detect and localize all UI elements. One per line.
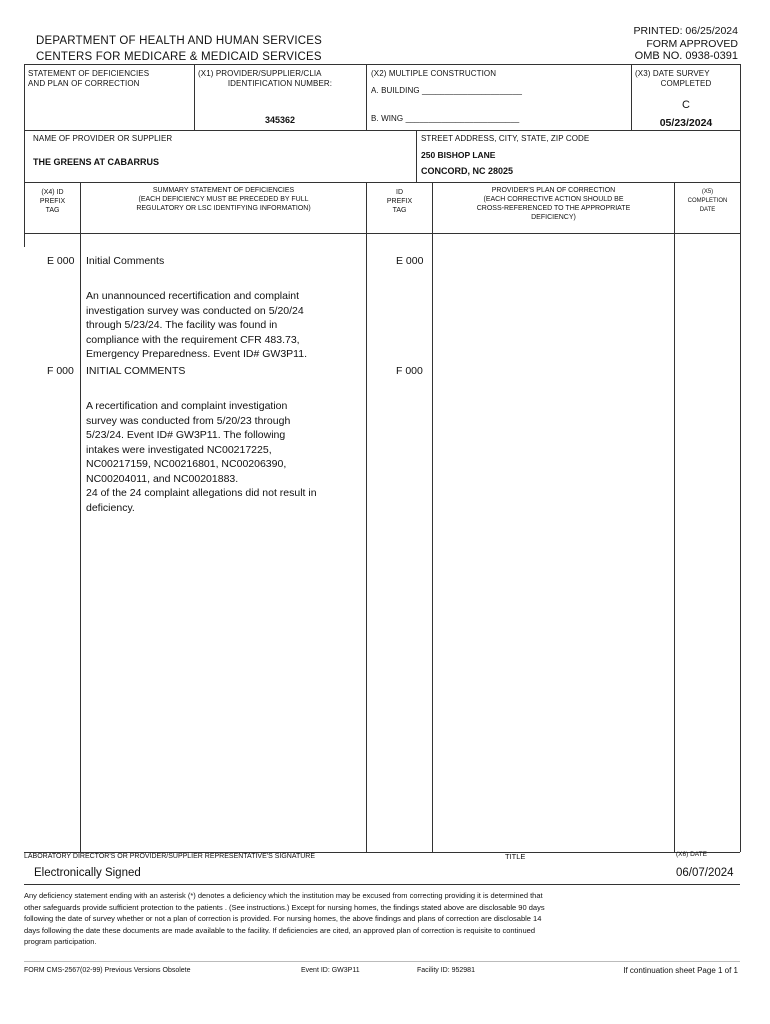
x2-wing: B. WING _________________________ [371, 114, 520, 123]
rule-top [24, 64, 740, 65]
entry-tag: F 000 [47, 365, 74, 377]
rule-under-ids [24, 130, 740, 131]
address-label: STREET ADDRESS, CITY, STATE, ZIP CODE [421, 134, 590, 143]
col-head-x5: (X5) COMPLETION DATE [687, 189, 728, 213]
rule-col-id [432, 182, 433, 852]
x1-label-1: (X1) PROVIDER/SUPPLIER/CLIA [198, 69, 322, 78]
printed-date: PRINTED: 06/25/2024 [633, 25, 738, 37]
x3-label-1: (X3) DATE SURVEY [635, 69, 710, 78]
signature-value: Electronically Signed [34, 867, 141, 879]
rule-col-plan [674, 182, 675, 852]
rule-col-summary [366, 182, 367, 852]
rule-under-colheads [24, 233, 740, 234]
x1-label-2: IDENTIFICATION NUMBER: [227, 79, 333, 88]
x2-label: (X2) MULTIPLE CONSTRUCTION [371, 69, 497, 78]
rule-col-tag [80, 182, 81, 852]
disclaimer: Any deficiency statement ending with an asterisk (*) denotes a deficiency which the institution may be excused from correcting providing it is determined that other safeguards provide sufficient protection to the patients . (See instructions.) Except for nursing homes, the findings stated above are disclosable 90 days following the date of survey whether or not a plan of correction is provided. For nursing homes, the above findings and plans of correction are disclosable 14 days following the date these documents are made available to the facility. If deficiencies are cited, an approved plan of correction is requisite to continued program participation. [24, 891, 545, 947]
rule-under-provider [24, 182, 740, 183]
title-label: TITLE [505, 852, 526, 861]
col-head-summary: SUMMARY STATEMENT OF DEFICIENCIES (EACH DEFICIENCY MUST BE PRECEDED BY FULL REGULATORY OR LSC IDENTIFYING INFORMATION) [136, 187, 311, 212]
form-number: FORM CMS-2567(02-99) Previous Versions Obsolete [24, 967, 191, 974]
signature-date: 06/07/2024 [676, 867, 734, 879]
date-label: (X6) DATE [676, 851, 707, 858]
rule-right-body [740, 233, 741, 852]
provider-id-number: 345362 [264, 115, 296, 125]
statement-label-2: AND PLAN OF CORRECTION [28, 79, 140, 88]
entry-text: A recertification and complaint investigation survey was conducted from 5/20/23 through 5/23/24. Event ID# GW3P11. The following intakes were investigated NC00217225, NC00217159, NC00216801, NC00206390, NC00204011, and NC00201883. 24 of the 24 complaint allegations did not result in deficiency. [86, 400, 317, 514]
omb-number: OMB NO. 0938-0391 [634, 50, 738, 62]
col-head-plan: PROVIDER'S PLAN OF CORRECTION (EACH CORRECTIVE ACTION SHOULD BE CROSS-REFERENCED TO THE APPROPRIATE DEFICIENCY) [476, 187, 631, 221]
signature-label: LABORATORY DIRECTOR'S OR PROVIDER/SUPPLIER REPRESENTATIVE'S SIGNATURE [24, 853, 316, 860]
x3-label-2: COMPLETED [660, 79, 712, 88]
agency-line-2: CENTERS FOR MEDICARE & MEDICAID SERVICES [36, 51, 322, 63]
facility-id: Facility ID: 952981 [417, 967, 475, 974]
survey-code: C [682, 99, 690, 111]
rule-footer [24, 961, 740, 962]
entry-id-tag: E 000 [396, 255, 424, 267]
rule-right [740, 64, 741, 247]
statement-label-1: STATEMENT OF DEFICIENCIES [28, 69, 150, 78]
entry-id-tag: F 000 [396, 365, 423, 377]
entry-tag: E 000 [47, 255, 75, 267]
rule-left [24, 64, 25, 247]
provider-name: THE GREENS AT CABARRUS [33, 157, 160, 167]
entry-title: Initial Comments [86, 255, 165, 267]
rule-x2-left [366, 64, 367, 130]
street-address: 250 BISHOP LANE [421, 150, 496, 160]
x2-building: A. BUILDING ______________________ [371, 86, 523, 95]
col-head-x4: (X4) ID PREFIX TAG [39, 189, 66, 214]
event-id: Event ID: GW3P11 [301, 967, 360, 974]
survey-completed-date: 05/23/2024 [659, 117, 713, 129]
entry-text: An unannounced recertification and complaint investigation survey was conducted on 5/20/24 through 5/23/24. The facility was found in compliance with the requirement CFR 483.73, Emergency Preparedness. Event ID# GW3P11. [86, 290, 307, 360]
continuation-sheet: If continuation sheet Page 1 of 1 [623, 966, 738, 975]
rule-address-left [416, 130, 417, 182]
provider-name-label: NAME OF PROVIDER OR SUPPLIER [33, 134, 173, 143]
rule-x1-left [194, 64, 195, 130]
entry-title: INITIAL COMMENTS [86, 365, 186, 377]
form-approved: FORM APPROVED [646, 38, 738, 50]
rule-under-signature [24, 884, 740, 885]
city-state-zip: CONCORD, NC 28025 [421, 166, 514, 176]
col-head-id: ID PREFIX TAG [386, 189, 413, 214]
agency-line-1: DEPARTMENT OF HEALTH AND HUMAN SERVICES [36, 35, 322, 47]
